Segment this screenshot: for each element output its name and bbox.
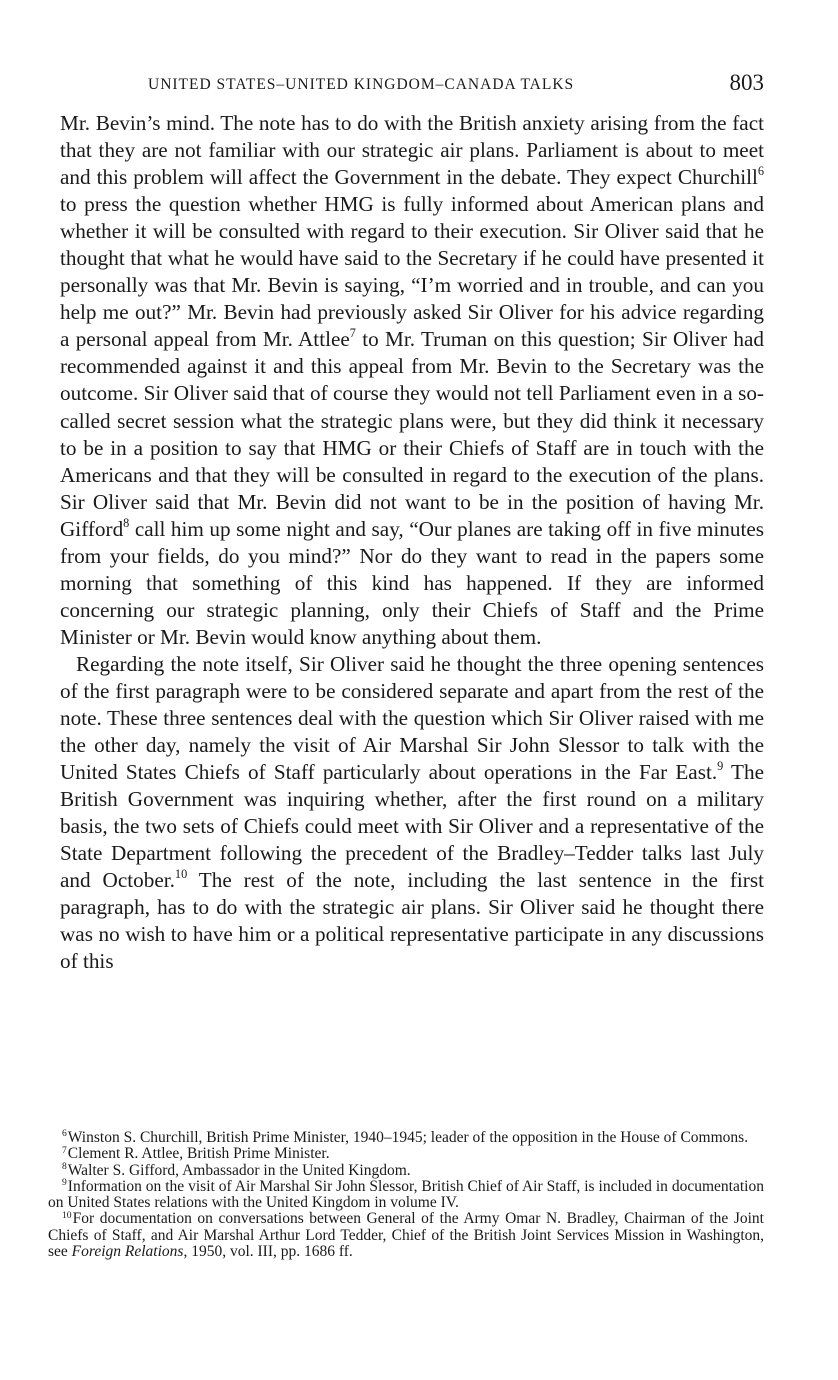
paragraph-1-text-c: to Mr. Truman on this question; Sir Oliver had recommended against it and this appeal from Mr. Bevin to the Secretary was the outcome. Sir Oliver said that of course they would not tell Parliament even in a so-called secret session what the strategic plans were, but they did think it necessary to be in a position to say that HMG or their Chiefs of Staff are in touch with the Americans and that they will be consulted in regard to the execution of the plans. Sir Oliver said that Mr. Bevin did not want to be in the position of having Mr. Gifford — [60, 327, 764, 541]
footnote-number: 10 — [62, 1209, 72, 1221]
footnotes — [48, 1130, 764, 1260]
paragraph-1-text-a: Mr. Bevin’s mind. The note has to do with the British anxiety arising from the fact that they are not familiar with our strategic air plans. Parliament is about to meet and this problem will affect the Government in the debate. They expect Churchill — [60, 111, 764, 190]
footnote-text: Clement R. Attlee, British Prime Minister. — [67, 1145, 330, 1163]
paragraph-2-text-a: Regarding the note itself, Sir Oliver said he thought the three opening sentences of the first paragraph were to be considered separate and apart from the rest of the note. These three sentences deal with the question which Sir Oliver raised with me the other day, namely the visit of Air Marshal Sir John Slessor to talk with the United States Chiefs of Staff particularly about operations in the Far East. — [60, 651, 764, 785]
footnote-number: 8 — [62, 1160, 67, 1172]
footnote-number: 9 — [62, 1177, 67, 1189]
footnote-6 — [48, 1130, 764, 1146]
paragraph-2-text-b: The British Government was inquiring whether, after the first round on a military basis, the two sets of Chiefs could meet with Sir Oliver and a representative of the State Department following the precedent of the Bradley–Tedder talks last July and October. — [60, 760, 764, 893]
footnote-ref-9: 9 — [717, 759, 724, 774]
page-header — [60, 72, 764, 102]
footnote-ref-8: 8 — [123, 515, 130, 530]
footnote-number: 7 — [62, 1144, 67, 1156]
paragraph-1-text-b: to press the question whether HMG is fully informed about American plans and whether it will be consulted with regard to their execution. Sir Oliver said that he thought that what he would have said to the Secretary if he could have presented it personally was that Mr. Bevin is saying, “I’m worried and in trouble, and can you help me out?” Mr. Bevin had previously asked Sir Oliver for his advice regarding a personal appeal from Mr. Attlee — [60, 192, 764, 352]
footnote-8 — [48, 1160, 764, 1179]
paragraph-1 — [60, 110, 764, 651]
footnote-number: 6 — [62, 1128, 67, 1140]
footnote-text: Winston S. Churchill, British Prime Minister, 1940–1945; leader of the opposition in the House of Commons. — [67, 1129, 749, 1146]
footnote-ref-7: 7 — [349, 326, 356, 341]
footnote-citation-tail: , 1950, vol. III, pp. 1686 ff. — [183, 1243, 353, 1261]
paragraph-2 — [60, 651, 764, 976]
footnote-text: Walter S. Gifford, Ambassador in the United Kingdom. — [67, 1161, 411, 1179]
paragraph-2-text-c: The rest of the note, including the last sentence in the first paragraph, has to do with the strategic air plans. Sir Oliver said he thought there was no wish to have him or a political representative participate in any discussions of this — [60, 868, 764, 974]
footnote-9 — [48, 1179, 764, 1212]
page-number: 803 — [729, 70, 764, 95]
footnote-text: Information on the visit of Air Marshal Sir John Slessor, British Chief of Air Staff, is included in documentation on United States relations with the United Kingdom in volume IV. — [48, 1177, 764, 1212]
footnote-text: For documentation on conversations between General of the Army Omar N. Bradley, Chairman of the Joint Chiefs of Staff, and Air Marshal Arthur Lord Tedder, Chief of the British Joint Services Mission in Washington, see — [48, 1210, 764, 1261]
footnote-citation-title: Foreign Relations — [71, 1243, 184, 1261]
running-title: UNITED STATES–UNITED KINGDOM–CANADA TALKS — [148, 76, 575, 93]
footnote-7 — [48, 1146, 764, 1162]
paragraph-1-text-d: call him up some night and say, “Our planes are taking off in five minutes from your fields, do you mind?” Nor do they want to read in the papers some morning that something of this kind has happened. If they are informed concerning our strategic planning, only their Chiefs of Staff and the Prime Minister or Mr. Bevin would know anything about them. — [60, 516, 764, 649]
body-text — [60, 110, 764, 976]
footnote-ref-6: 6 — [757, 164, 764, 179]
footnote-ref-10: 10 — [174, 867, 188, 882]
footnote-10 — [48, 1211, 764, 1260]
